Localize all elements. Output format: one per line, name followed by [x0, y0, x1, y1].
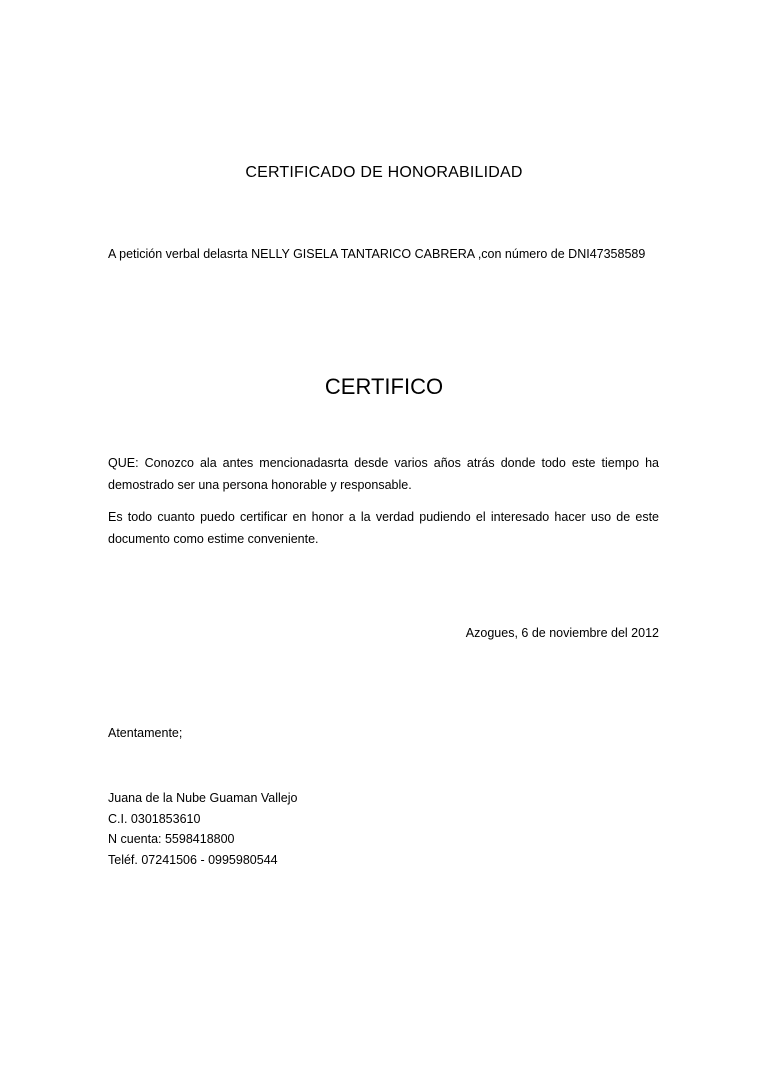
signature-account: N cuenta: 5598418800 [108, 832, 235, 846]
paragraph-que: QUE: Conozco ala antes mencionadasrta desde varios años atrás donde todo este tiempo ha demostrado ser una persona honorable y responsable. [108, 456, 659, 492]
document-title: CERTIFICADO DE HONORABILIDAD [245, 164, 523, 181]
paragraph-es-todo: Es todo cuanto puedo certificar en honor a la verdad pudiendo el interesado hacer uso de este documento como estime conveniente. [108, 510, 659, 546]
intro-text: A petición verbal delasrta NELLY GISELA TANTARICO CABRERA ,con número de DNI47358589 [108, 247, 646, 261]
signature-phone: Teléf. 07241506 - 0995980544 [108, 852, 278, 867]
closing-text: Atentamente; [108, 726, 183, 740]
date-line: Azogues, 6 de noviembre del 2012 [465, 626, 659, 640]
certifico-heading: CERTIFICO [324, 374, 444, 399]
signature-block [108, 788, 297, 870]
signature-ci: C.I. 0301853610 [108, 811, 201, 826]
signature-name: Juana de la Nube Guaman Vallejo [108, 791, 298, 805]
